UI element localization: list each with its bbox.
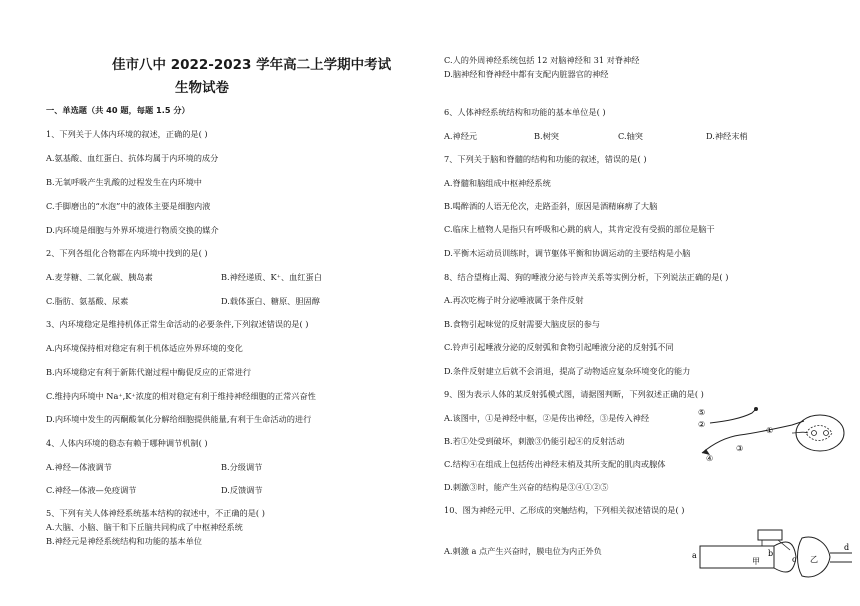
synapse-figure	[692, 528, 856, 588]
fig9-label-1: ①	[766, 426, 774, 435]
fig10-label-b: b	[768, 549, 774, 558]
page-subtitle: 生物试卷	[175, 80, 229, 96]
question-5-option-c: C.人的外周神经系统包括 12 对脑神经和 31 对脊神经	[444, 55, 640, 65]
spinal-gray-matter	[806, 426, 832, 441]
galvanometer	[758, 530, 782, 540]
question-4-option-b: B.分级调节	[221, 462, 263, 472]
question-6-option-b: B.树突	[534, 131, 559, 141]
question-2-option-c: C.脂肪、氨基酸、尿素	[46, 296, 129, 306]
reflex-arc-stimulus-point	[754, 407, 758, 411]
fig10-label-d: d	[844, 543, 850, 552]
reflex-arc-link	[792, 432, 808, 433]
fig10-label-yi: 乙	[810, 555, 818, 564]
question-5-option-b: B.神经元是神经系统结构和功能的基本单位	[46, 536, 202, 546]
fig10-label-a: a	[692, 551, 697, 560]
reflex-arc-nerve-path	[702, 421, 804, 453]
reflex-arc-figure	[696, 403, 848, 463]
question-5-option-a: A.大脑、小脑、脑干和下丘脑共同构成了中枢神经系统	[46, 522, 243, 532]
question-8-stem: 8、结合望梅止渴、狗的唾液分泌与铃声关系等实例分析，下列说法正确的是( )	[444, 272, 729, 282]
question-7-option-b: B.喝醉酒的人语无伦次，走路歪斜，原因是酒精麻痹了大脑	[444, 201, 658, 211]
fig9-label-3: ③	[736, 444, 744, 453]
question-5-option-d: D.脑神经和脊神经中都有支配内脏器官的神经	[444, 69, 609, 79]
question-3-option-b: B.内环境稳定有利于新陈代谢过程中酶促反应的正常进行	[46, 367, 252, 377]
page-title: 佳市八中 2022-2023 学年高二上学期中考试	[112, 57, 392, 73]
question-9-option-b: B.若①处受到破坏，刺激③仍能引起④的反射活动	[444, 436, 625, 446]
fig9-label-5: ⑤	[698, 408, 706, 417]
question-9-option-c: C.结构④在组成上包括传出神经末梢及其所支配的肌肉或腺体	[444, 459, 666, 469]
question-8-option-c: C.铃声引起唾液分泌的反射弧和食物引起唾液分泌的反射弧不同	[444, 342, 674, 352]
neuron-body	[824, 431, 829, 436]
question-7-option-c: C.临床上植物人是指只有呼吸和心跳的病人，其肯定没有受损的部位是脑干	[444, 224, 715, 234]
question-4-option-d: D.反馈调节	[221, 485, 263, 495]
question-4-option-c: C.神经—体液—免疫调节	[46, 485, 137, 495]
question-2-option-b: B.神经递质、K⁺、血红蛋白	[221, 272, 322, 282]
question-3-option-d: D.内环境中发生的丙酮酸氧化分解给细胞提供能量,有利于生命活动的进行	[46, 414, 312, 424]
question-3-option-a: A.内环境保持相对稳定有利于机体适应外界环境的变化	[46, 343, 243, 353]
question-7-stem: 7、下列关于脑和脊髓的结构和功能的叙述，错误的是( )	[444, 154, 647, 164]
question-7-option-a: A.脊髓和脑组成中枢神经系统	[444, 178, 551, 188]
question-1-option-c: C.手脚磨出的“水泡”中的液体主要是细胞内液	[46, 201, 211, 211]
fig9-label-4: ④	[706, 454, 714, 463]
question-3-option-c: C.维持内环境中 Na⁺,K⁺浓度的相对稳定有利于维持神经细胞的正常兴奋性	[46, 391, 316, 401]
question-6-stem: 6、人体神经系统结构和功能的基本单位是( )	[444, 107, 606, 117]
question-8-option-b: B.食物引起味觉的反射需要大脑皮层的参与	[444, 319, 600, 329]
question-2-stem: 2、下列各组化合物都在内环境中找到的是( )	[46, 248, 208, 258]
neuron-jia-axon	[700, 546, 774, 568]
question-8-option-d: D.条件反射建立后就不会消退，提高了动物适应复杂环境变化的能力	[444, 366, 691, 376]
question-10-stem: 10、图为神经元甲、乙形成的突触结构，下列相关叙述错误的是( )	[444, 505, 685, 515]
question-9-option-a: A.该图中，①是神经中枢，②是传出神经，③是传入神经	[444, 413, 650, 423]
question-6-option-d: D.神经末梢	[706, 131, 748, 141]
question-6-option-a: A.神经元	[444, 131, 478, 141]
question-7-option-d: D.平衡木运动员训练时，调节躯体平衡和协调运动的主要结构是小脑	[444, 248, 691, 258]
question-1-stem: 1、下列关于人体内环境的叙述，正确的是( )	[46, 129, 208, 139]
question-9-stem: 9、图为表示人体的某反射弧模式图，请据图判断，下列叙述正确的是( )	[444, 389, 704, 399]
question-8-option-a: A.再次吃梅子时分泌唾液属于条件反射	[444, 295, 584, 305]
reflex-arc-upper-path	[710, 409, 756, 423]
spinal-cord-section	[796, 415, 844, 451]
question-9-option-d: D.刺激③时，能产生兴奋的结构是③④①②⑤	[444, 482, 609, 492]
question-1-option-a: A.氨基酸、血红蛋白、抗体均属于内环境的成分	[46, 153, 219, 163]
neuron-body	[812, 431, 817, 436]
question-1-option-b: B.无氧呼吸产生乳酸的过程发生在内环境中	[46, 177, 202, 187]
fig10-label-jia: 甲	[752, 557, 760, 566]
question-4-option-a: A.神经—体液调节	[46, 462, 112, 472]
fig9-label-2: ②	[698, 420, 706, 429]
section-heading: 一、单选题（共 40 题，每题 1.5 分）	[46, 105, 190, 115]
question-4-stem: 4、人体内环境的稳态有赖于哪种调节机制( )	[46, 438, 208, 448]
question-2-option-d: D.载体蛋白、糖原、胆固醇	[221, 296, 320, 306]
question-1-option-d: D.内环境是细胞与外界环境进行物质交换的媒介	[46, 225, 219, 235]
question-6-option-c: C.轴突	[618, 131, 643, 141]
question-3-stem: 3、内环境稳定是维持机体正常生命活动的必要条件,下列叙述错误的是( )	[46, 319, 309, 329]
fig10-label-c: c	[792, 555, 797, 564]
question-2-option-a: A.麦芽糖、二氧化碳、胰岛素	[46, 272, 153, 282]
question-10-option-a: A.刺激 a 点产生兴奋时，膜电位为内正外负	[444, 546, 602, 556]
electrode-lead	[778, 540, 790, 550]
question-5-stem: 5、下列有关人体神经系统基本结构的叙述中，不正确的是( )	[46, 508, 265, 518]
